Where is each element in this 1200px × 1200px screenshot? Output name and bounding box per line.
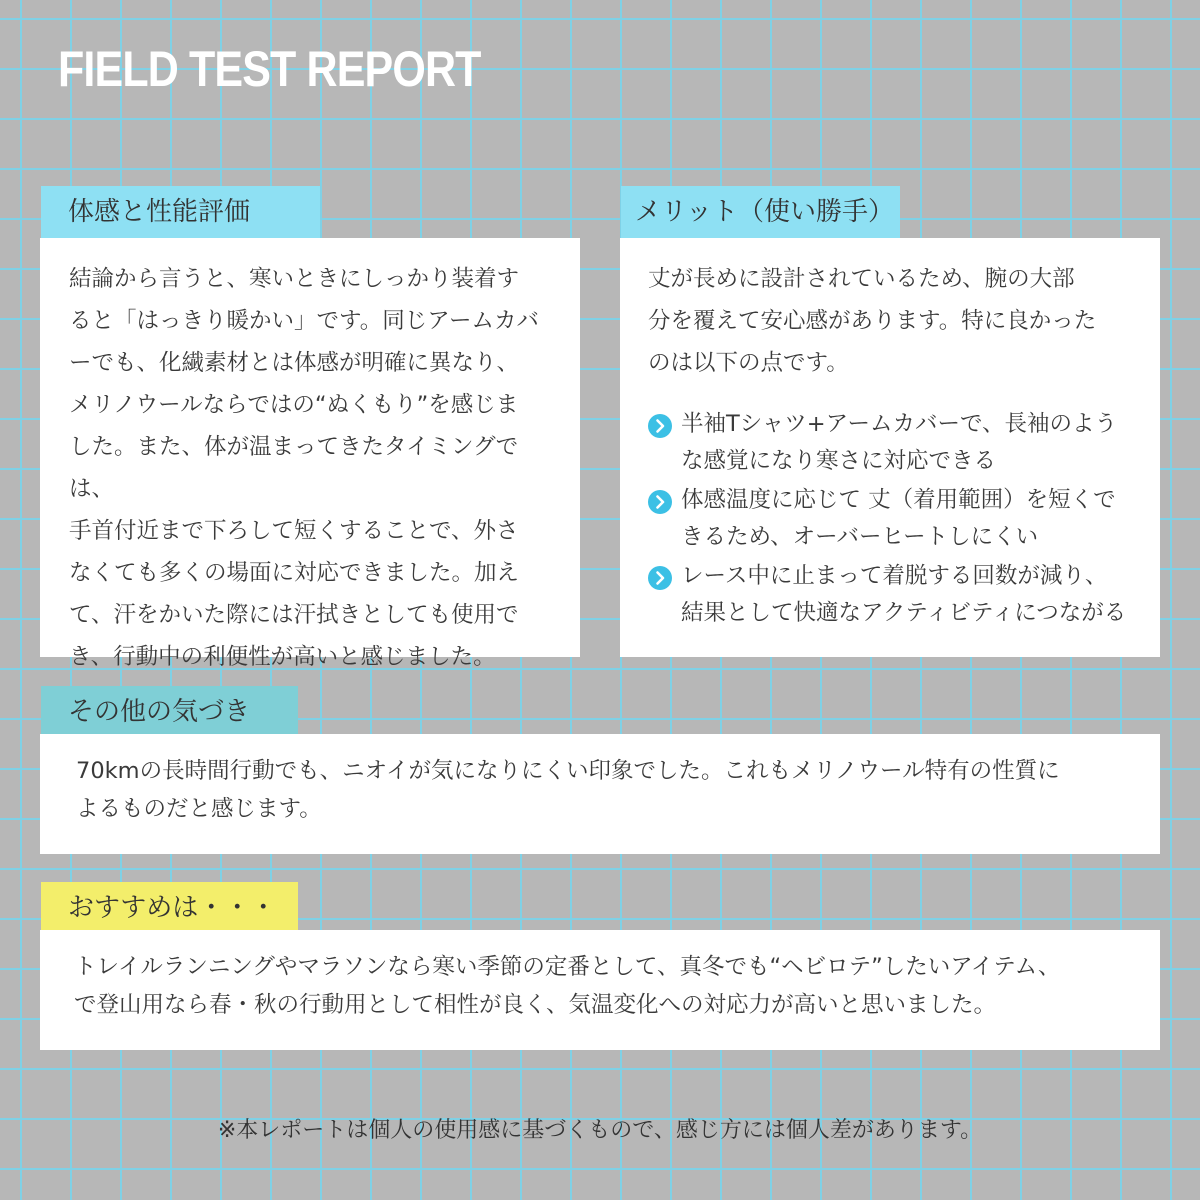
merits-bullet-item [648, 406, 1142, 480]
footnote: ※本レポートは個人の使用感に基づくもので、感じ方には個人差があります。 [217, 1118, 983, 1143]
notes-line: 70kmの長時間行動でも、ニオイが気になりにくい印象でした。これもメリノウール特有の性質に [76, 758, 1060, 784]
recommend-line: で登山用なら春・秋の行動用として相性が良く、気温変化への対応力が高いと思いました。 [74, 992, 997, 1018]
merits-intro [648, 258, 1142, 384]
merits-heading-tag [621, 186, 900, 238]
recommend-text [74, 948, 1140, 1024]
merits-line: のは以下の点です。 [648, 350, 849, 376]
performance-line: なくても多くの場面に対応できました。加え [69, 560, 520, 586]
performance-card [40, 238, 580, 670]
performance-line: ると「はっきり暖かい」です。同じアームカバ [69, 308, 540, 334]
merits-heading: メリット（使い勝手） [635, 197, 894, 227]
performance-line: 手首付近まで下ろして短くすることで、外さ [69, 518, 519, 544]
notes-line: よるものだと感じます。 [76, 796, 322, 822]
performance-heading-tag [41, 186, 320, 238]
merits-bullet-item [648, 558, 1142, 632]
recommend-line: トレイルランニングやマラソンなら寒い季節の定番として、真冬でも“ヘビロテ”したいアイテム、 [74, 954, 1061, 980]
notes-heading: その他の気づき [68, 697, 251, 727]
chevron-right-icon [648, 566, 672, 590]
chevron-right-icon [648, 414, 672, 438]
merits-bullet-item [648, 482, 1142, 556]
recommend-heading-tag [41, 882, 298, 934]
performance-heading: 体感と性能評価 [68, 197, 251, 227]
performance-line: て、汗をかいた際には汗拭きとしても使用で [69, 602, 519, 628]
notes-text [76, 752, 1140, 828]
notes-heading-tag [41, 686, 298, 738]
performance-line: 結論から言うと、寒いときにしっかり装着す [69, 266, 520, 292]
merits-line: 丈が長めに設計されているため、腕の大部 [648, 266, 1075, 292]
merits-line: 分を覆えて安心感があります。特に良かった [648, 308, 1097, 334]
merits-bullet-line: な感覚になり寒さに対応できる [681, 448, 997, 474]
recommend-card [40, 930, 1160, 1050]
performance-text [69, 258, 560, 678]
merits-bullet-line: きるため、オーバーヒートしにくい [681, 524, 1039, 550]
merits-bullet-line: レース中に止まって着脱する回数が減り、 [681, 563, 1108, 589]
merits-bullet-list [648, 406, 1142, 632]
page-title: FIELD TEST REPORT [58, 41, 481, 97]
performance-line: した。また、体が温まってきたタイミングでは、 [69, 434, 519, 502]
performance-line: き、行動中の利便性が高いと感じました。 [69, 644, 496, 670]
merits-bullet-line: 結果として快適なアクティビティにつながる [681, 600, 1127, 626]
merits-card [620, 238, 1160, 657]
notes-card [40, 734, 1160, 854]
recommend-heading: おすすめは・・・ [68, 893, 277, 923]
merits-bullet-line: 半袖Tシャツ+アームカバーで、長袖のよう [681, 411, 1118, 437]
chevron-right-icon [648, 490, 672, 514]
merits-bullet-line: 体感温度に応じて 丈（着用範囲）を短くで [681, 487, 1116, 513]
performance-line: ーでも、化繊素材とは体感が明確に異なり、 [69, 350, 520, 376]
performance-line: メリノウールならではの“ぬくもり”を感じま [69, 392, 519, 418]
